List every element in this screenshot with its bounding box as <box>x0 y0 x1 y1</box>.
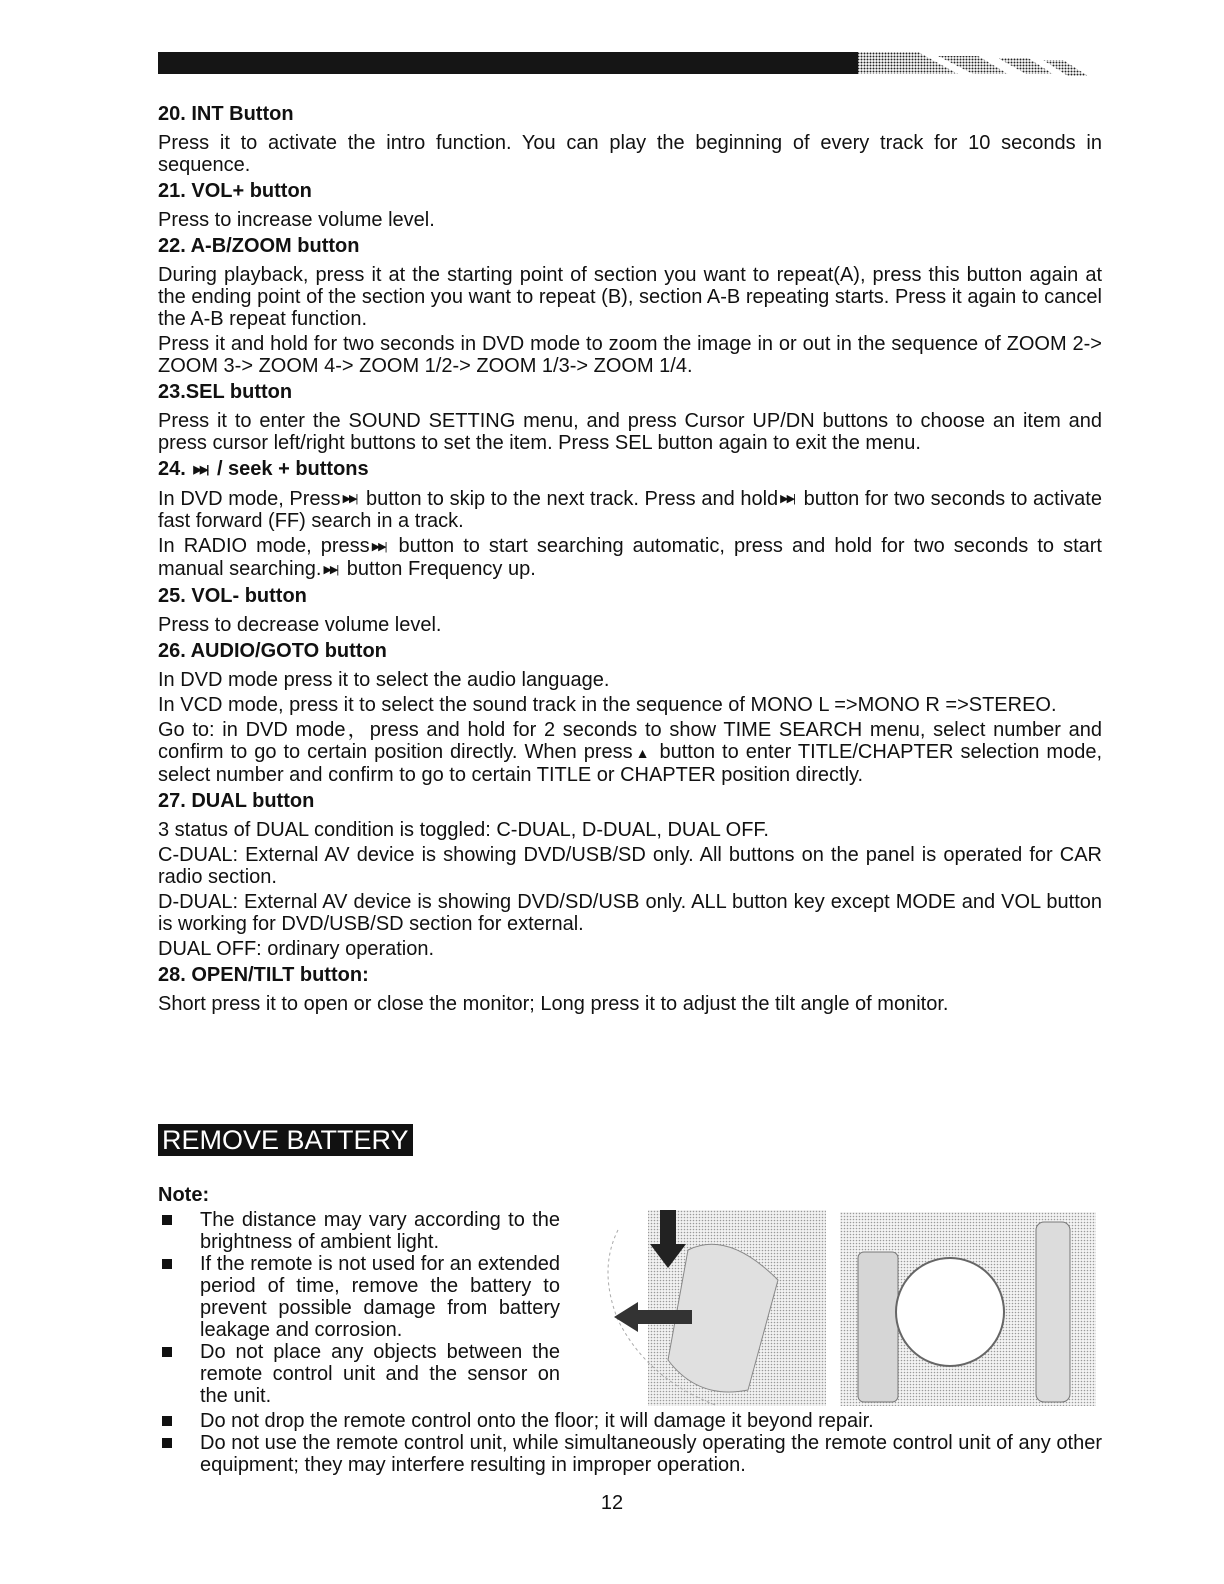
note-text: Do not place any objects between the remote control unit and the sensor on the unit. <box>200 1341 560 1407</box>
item-paragraph <box>158 488 1102 533</box>
note-item <box>158 1410 1102 1432</box>
item-title: 23.SEL button <box>158 381 293 403</box>
item-title: 25. VOL- button <box>158 584 307 607</box>
item-title <box>158 457 1102 482</box>
item-28 <box>158 963 1102 1015</box>
skip-next-icon: ▶▶| <box>780 493 794 506</box>
battery-removal-illustration <box>578 1210 826 1406</box>
item-title: 22. A-B/ZOOM button <box>158 235 360 257</box>
item-22 <box>158 234 1102 377</box>
skip-next-icon: ▶▶| <box>193 463 208 476</box>
text-run: button for two seconds to activate fast forward (FF) search in a track. <box>158 487 1102 533</box>
eject-icon: ▲ <box>635 744 650 761</box>
note-item <box>158 1432 1102 1476</box>
note-label: Note: <box>158 1184 210 1206</box>
item-23 <box>158 380 1102 454</box>
item-title: 26. AUDIO/GOTO button <box>158 639 387 662</box>
header-stripe <box>158 52 1098 78</box>
skip-next-icon: ▶▶| <box>371 541 386 554</box>
text-run: button to enter TITLE/CHAPTER selection mode, select number and confirm to go to certain TITLE or CHAPTER position directly. <box>158 740 1102 786</box>
item-paragraph: In VCD mode, press it to select the sound track in the sequence of MONO L =>MONO R =>STEREO. <box>158 693 1057 716</box>
text-run: Go to: in DVD mode，press and hold for 2 seconds to show TIME SEARCH menu, select number and confirm to go to certain position directly. When press <box>158 718 1102 763</box>
item-paragraph: Press to increase volume level. <box>158 209 435 231</box>
item-paragraph: Press it and hold for two seconds in DVD mode to zoom the image in or out in the sequence of ZOOM 2-> ZOOM 3-> ZOOM 4-> ZOOM 1/2-> ZOOM 1/3-> ZOOM 1/4. <box>158 333 1102 377</box>
bullet-square-icon <box>162 1215 172 1225</box>
item-26 <box>158 639 1102 786</box>
notes-list <box>158 1209 560 1407</box>
text-run: button to skip to the next track. Press and hold <box>360 487 779 510</box>
item-title-text: / seek + buttons <box>216 458 369 480</box>
bullet-square-icon <box>162 1438 172 1448</box>
item-24 <box>158 457 1102 581</box>
skip-next-icon: ▶▶| <box>342 493 357 506</box>
text-run: button to start searching automatic, press and hold for two seconds to start manual searching. <box>158 535 1102 581</box>
item-title: 28. OPEN/TILT button: <box>158 963 369 986</box>
text-run: In DVD mode, Press <box>158 487 341 510</box>
note-text: If the remote is not used for an extended period of time, remove the battery to prevent possible damage from battery leakage and corrosion. <box>200 1253 560 1341</box>
item-paragraph: DUAL OFF: ordinary operation. <box>158 937 435 960</box>
bullet-square-icon <box>162 1259 172 1269</box>
bullet-square-icon <box>162 1347 172 1357</box>
item-paragraph: In DVD mode press it to select the audio language. <box>158 668 610 691</box>
item-title: 20. INT Button <box>158 103 294 125</box>
item-25 <box>158 584 1102 636</box>
page-number: 12 <box>600 1492 624 1514</box>
bullet-square-icon <box>162 1416 172 1426</box>
manual-content <box>158 102 1102 1018</box>
item-paragraph: Press it to enter the SOUND SETTING menu, and press Cursor UP/DN buttons to choose an item and press cursor left/right buttons to set the item. Press SEL button again to exit the menu. <box>158 410 1102 454</box>
item-paragraph: C-DUAL: External AV device is showing DVD/USB/SD only. All buttons on the panel is operated for CAR radio section. <box>158 843 1102 888</box>
note-text: The distance may vary according to the brightness of ambient light. <box>200 1209 560 1253</box>
item-21 <box>158 179 1102 231</box>
item-20 <box>158 102 1102 176</box>
item-paragraph <box>158 719 1102 786</box>
item-title: 21. VOL+ button <box>158 180 312 202</box>
item-title: 27. DUAL button <box>158 789 315 812</box>
note-item <box>158 1209 560 1253</box>
item-paragraph: D-DUAL: External AV device is showing DVD/SD/USB only. ALL button key except MODE and VOL button is working for DVD/USB/SD section for external. <box>158 890 1102 935</box>
item-27 <box>158 789 1102 960</box>
notes-list-full <box>158 1410 1102 1476</box>
note-item <box>158 1253 560 1341</box>
text-run: button Frequency up. <box>341 558 536 581</box>
item-paragraph: During playback, press it at the starting point of section you want to repeat(A), press this button again at the ending point of the section you want to repeat (B), section A-B repeating starts. Press it again to cancel the A-B repeat function. <box>158 264 1102 330</box>
item-title-number: 24. <box>158 458 186 480</box>
note-text: Do not use the remote control unit, while simultaneously operating the remote control unit of any other equipment; they may interfere resulting in improper operation. <box>200 1432 1102 1476</box>
item-paragraph <box>158 535 1102 580</box>
item-paragraph: Press it to activate the intro function. You can play the beginning of every track for 10 seconds in sequence. <box>158 132 1102 176</box>
note-text: Do not drop the remote control onto the floor; it will damage it beyond repair. <box>200 1410 874 1432</box>
battery-tray-illustration <box>840 1212 1096 1406</box>
text-run: In RADIO mode, press <box>158 535 370 558</box>
note-item <box>158 1341 560 1407</box>
item-paragraph: 3 status of DUAL condition is toggled: C-DUAL, D-DUAL, DUAL OFF. <box>158 818 769 841</box>
item-paragraph: Press to decrease volume level. <box>158 613 442 636</box>
skip-next-icon: ▶▶| <box>323 563 338 576</box>
section-header-remove-battery: REMOVE BATTERY <box>158 1124 413 1156</box>
item-paragraph: Short press it to open or close the monitor; Long press it to adjust the tilt angle of monitor. <box>158 992 949 1015</box>
